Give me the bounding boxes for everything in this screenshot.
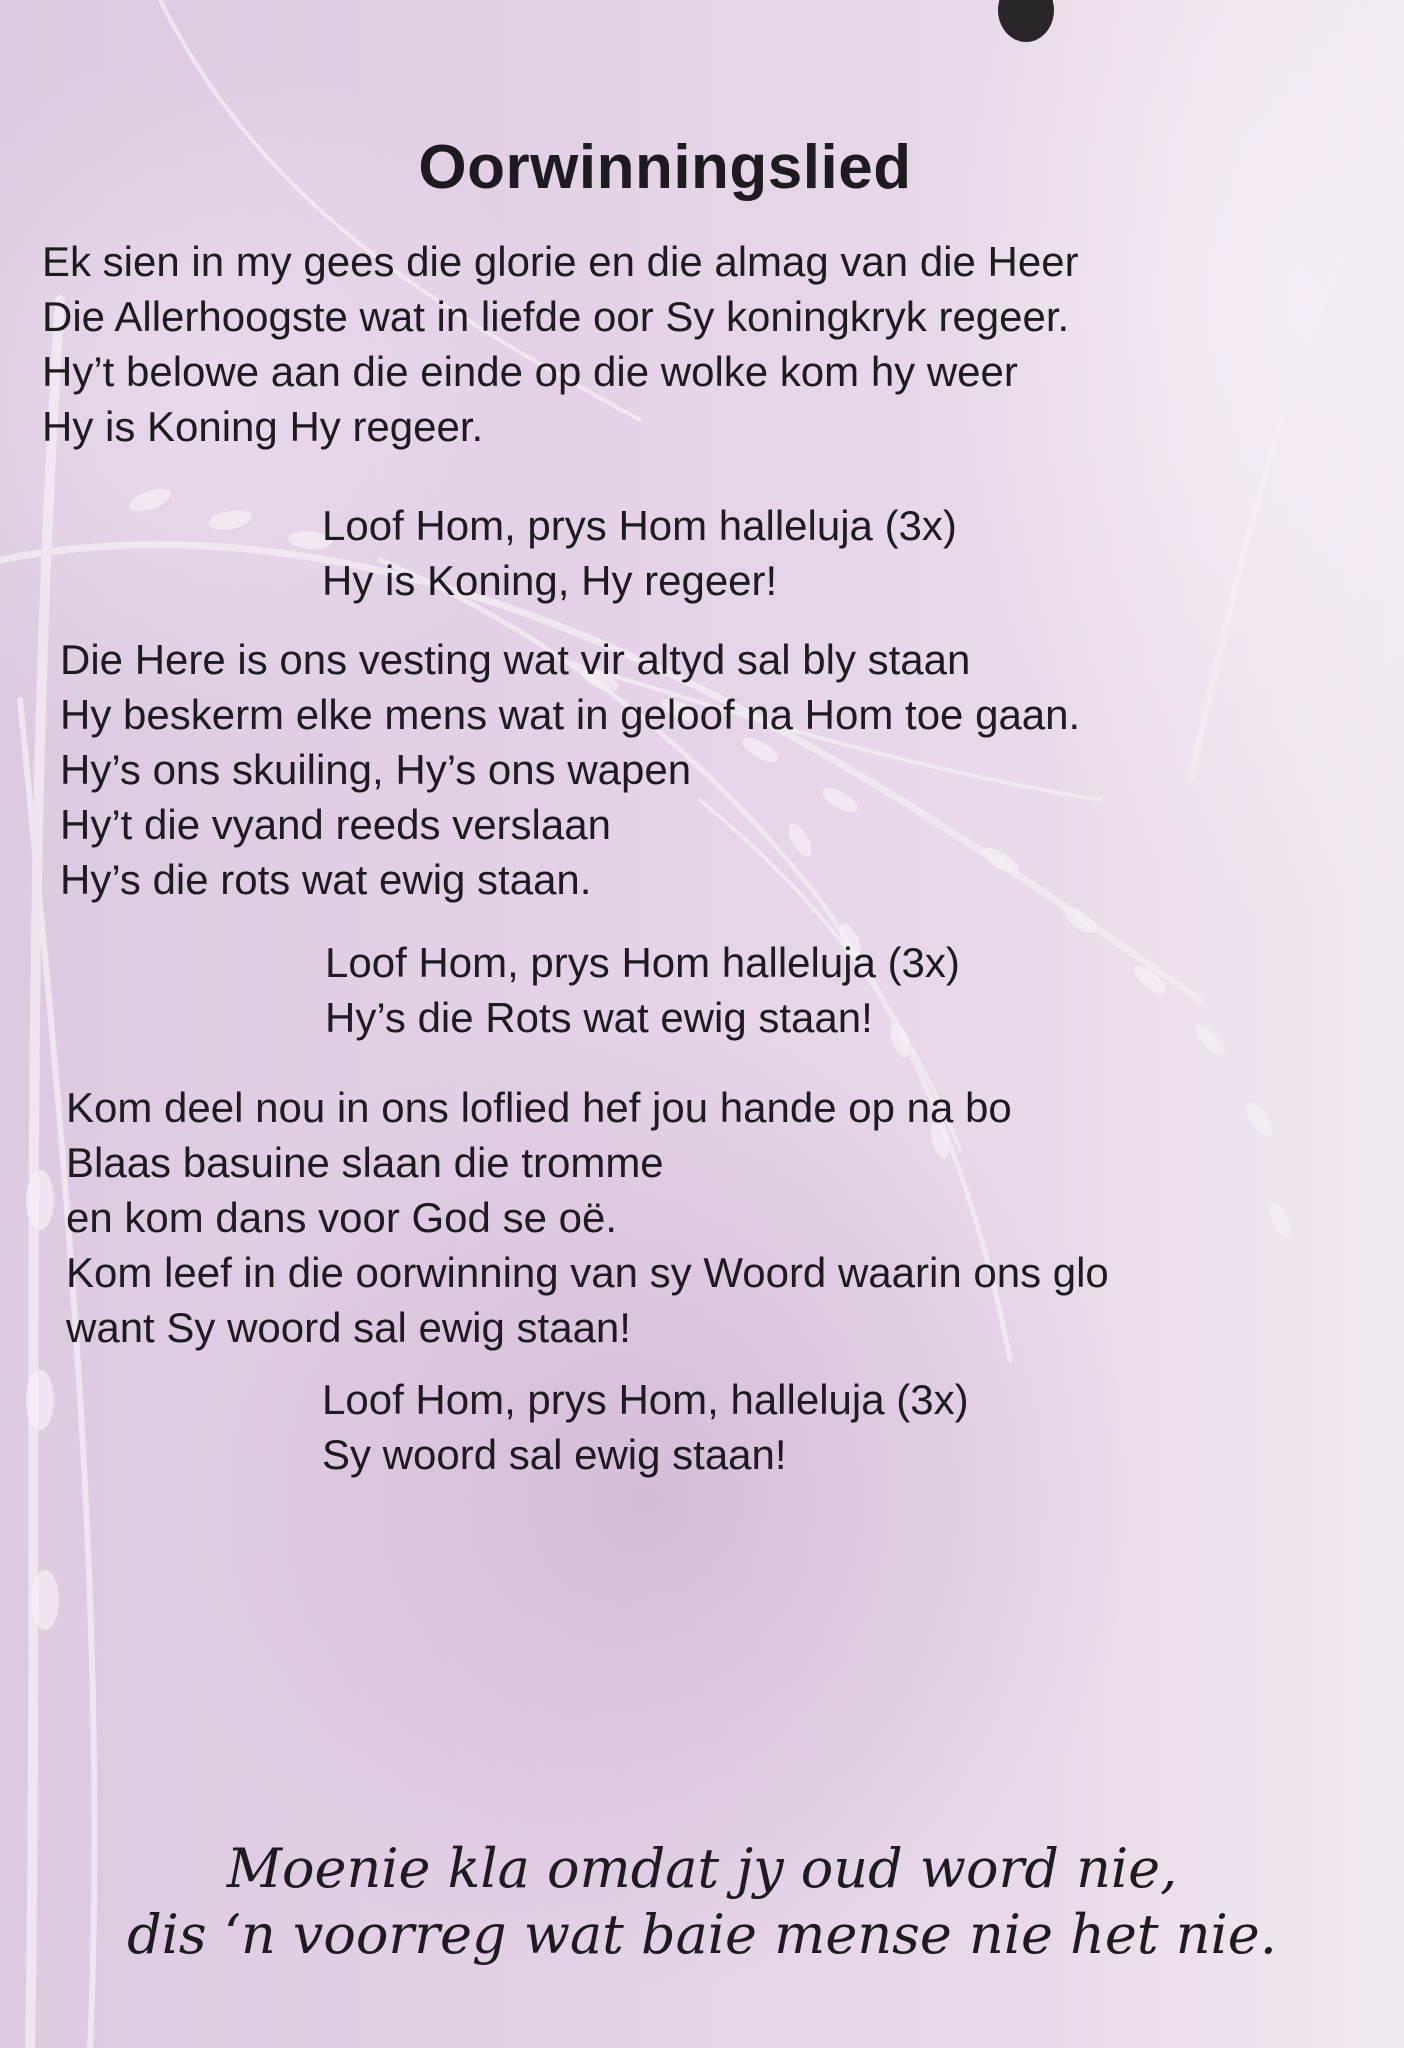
chorus-line: Sy woord sal ewig staan! [322, 1431, 787, 1478]
verse-1 [42, 234, 1079, 454]
chorus-line: Hy’s die Rots wat ewig staan! [325, 994, 873, 1041]
chorus-line: Hy is Koning, Hy regeer! [322, 557, 778, 604]
lyric-line: Hy’s die rots wat ewig staan. [60, 856, 592, 903]
verse-3 [66, 1080, 1109, 1355]
lyric-line: en kom dans voor God se oë. [66, 1194, 617, 1241]
lyric-line: Hy is Koning Hy regeer. [42, 403, 484, 450]
chorus-3 [322, 1372, 969, 1482]
closing-quote [0, 1836, 1404, 1968]
lyric-line: Die Allerhoogste wat in liefde oor Sy koningkryk regeer. [42, 293, 1070, 340]
lyric-line: Hy’t belowe aan die einde op die wolke kom hy weer [42, 348, 1018, 395]
song-title: Oorwinningslied [418, 132, 912, 202]
lyric-line: Kom deel nou in ons loflied hef jou hande op na bo [66, 1084, 1012, 1131]
chorus-line: Loof Hom, prys Hom halleluja (3x) [325, 939, 960, 986]
quote-line: Moenie kla omdat jy oud word nie, [226, 1837, 1178, 1900]
lyric-line: Kom leef in die oorwinning van sy Woord waarin ons glo [66, 1249, 1109, 1296]
chorus-line: Loof Hom, prys Hom, halleluja (3x) [322, 1376, 969, 1423]
verse-2 [60, 632, 1080, 907]
quote-line: dis ‘n voorreg wat baie mense nie het nie. [127, 1903, 1277, 1966]
lyric-line: Die Here is ons vesting wat vir altyd sal bly staan [60, 636, 971, 683]
lyric-line: Hy’t die vyand reeds verslaan [60, 801, 611, 848]
lyric-line: Ek sien in my gees die glorie en die almag van die Heer [42, 238, 1079, 285]
chorus-line: Loof Hom, prys Hom halleluja (3x) [322, 502, 957, 549]
lyric-line: want Sy woord sal ewig staan! [66, 1304, 631, 1351]
chorus-1 [322, 498, 957, 608]
lyric-line: Hy beskerm elke mens wat in geloof na Hom toe gaan. [60, 691, 1081, 738]
chorus-2 [325, 935, 960, 1045]
lyric-line: Hy’s ons skuiling, Hy’s ons wapen [60, 746, 692, 793]
lyric-line: Blaas basuine slaan die tromme [66, 1139, 664, 1186]
